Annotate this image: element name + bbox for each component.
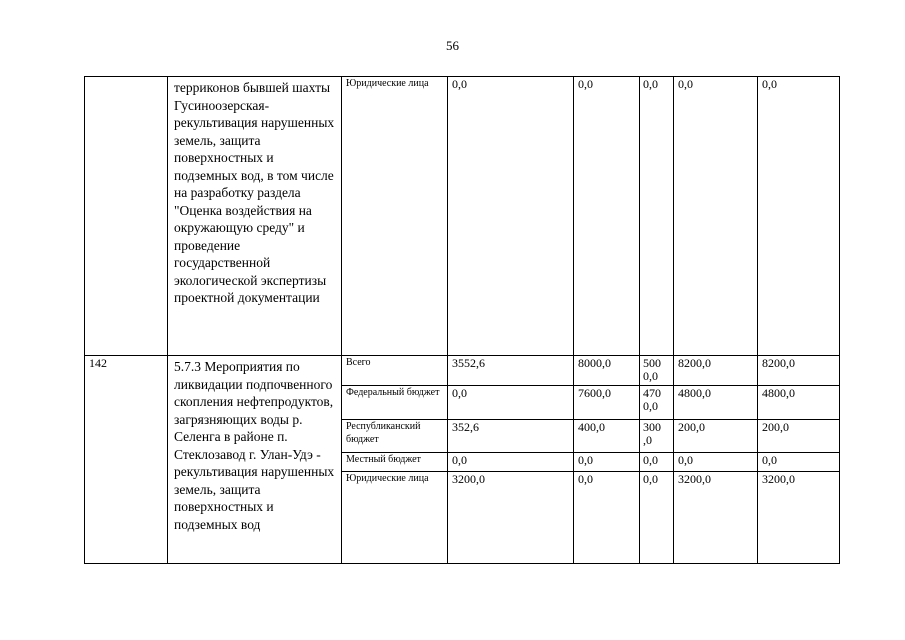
- funding-source: Республиканский бюджет: [342, 420, 448, 453]
- value-cell: 3200,0: [674, 472, 758, 564]
- value-cell: 8000,0: [574, 356, 640, 386]
- value-cell: 3200,0: [448, 472, 574, 564]
- value-cell: 400,0: [574, 420, 640, 453]
- value-cell: 0,0: [640, 453, 674, 472]
- value-cell: 4800,0: [674, 386, 758, 420]
- value-cell: 0,0: [448, 453, 574, 472]
- value-cell: 8200,0: [674, 356, 758, 386]
- value-cell: 0,0: [448, 77, 574, 356]
- value-cell: 8200,0: [758, 356, 840, 386]
- value-cell: 0,0: [674, 453, 758, 472]
- value-cell: 0,0: [574, 77, 640, 356]
- value-cell: 200,0: [674, 420, 758, 453]
- measure-description: 5.7.3 Мероприятия по ликвидации подпочвенного скопления нефтепродуктов, загрязняющих воды р. Селенга в районе п. Стеклозавод г. Улан-Удэ - рекультивация нарушенных земель, защита поверхностных и подземных вод: [168, 356, 342, 564]
- value-cell: 3200,0: [758, 472, 840, 564]
- funding-source: Федеральный бюджет: [342, 386, 448, 420]
- value-cell: 470 0,0: [640, 386, 674, 420]
- value-cell: 352,6: [448, 420, 574, 453]
- value-cell: 0,0: [448, 386, 574, 420]
- value-cell: 7600,0: [574, 386, 640, 420]
- value-cell: 4800,0: [758, 386, 840, 420]
- funding-source: Юридические лица: [342, 472, 448, 564]
- value-cell: 0,0: [674, 77, 758, 356]
- value-cell: 0,0: [640, 472, 674, 564]
- table-row: [85, 356, 840, 386]
- value-cell: 300 ,0: [640, 420, 674, 453]
- row-number-cell: [85, 77, 168, 356]
- value-cell: 0,0: [640, 77, 674, 356]
- page-number: 56: [446, 38, 459, 53]
- funding-source: Всего: [342, 356, 448, 386]
- value-cell: 0,0: [574, 472, 640, 564]
- measure-description: терриконов бывшей шахты Гусиноозерская- рекультивация нарушенных земель, защита поверхностных и подземных вод, в том числе на разработку раздела "Оценка воздействия на окружающую среду" и проведение государственной экологической экспертизы проектной документации: [168, 77, 342, 356]
- value-cell: 0,0: [758, 453, 840, 472]
- value-cell: 3552,6: [448, 356, 574, 386]
- value-cell: 500 0,0: [640, 356, 674, 386]
- value-cell: 0,0: [758, 77, 840, 356]
- row-number-cell: 142: [85, 356, 168, 564]
- budget-table: [84, 76, 840, 564]
- value-cell: 200,0: [758, 420, 840, 453]
- funding-source: Местный бюджет: [342, 453, 448, 472]
- table-row: [85, 77, 840, 356]
- funding-source: Юридические лица: [342, 77, 448, 356]
- value-cell: 0,0: [574, 453, 640, 472]
